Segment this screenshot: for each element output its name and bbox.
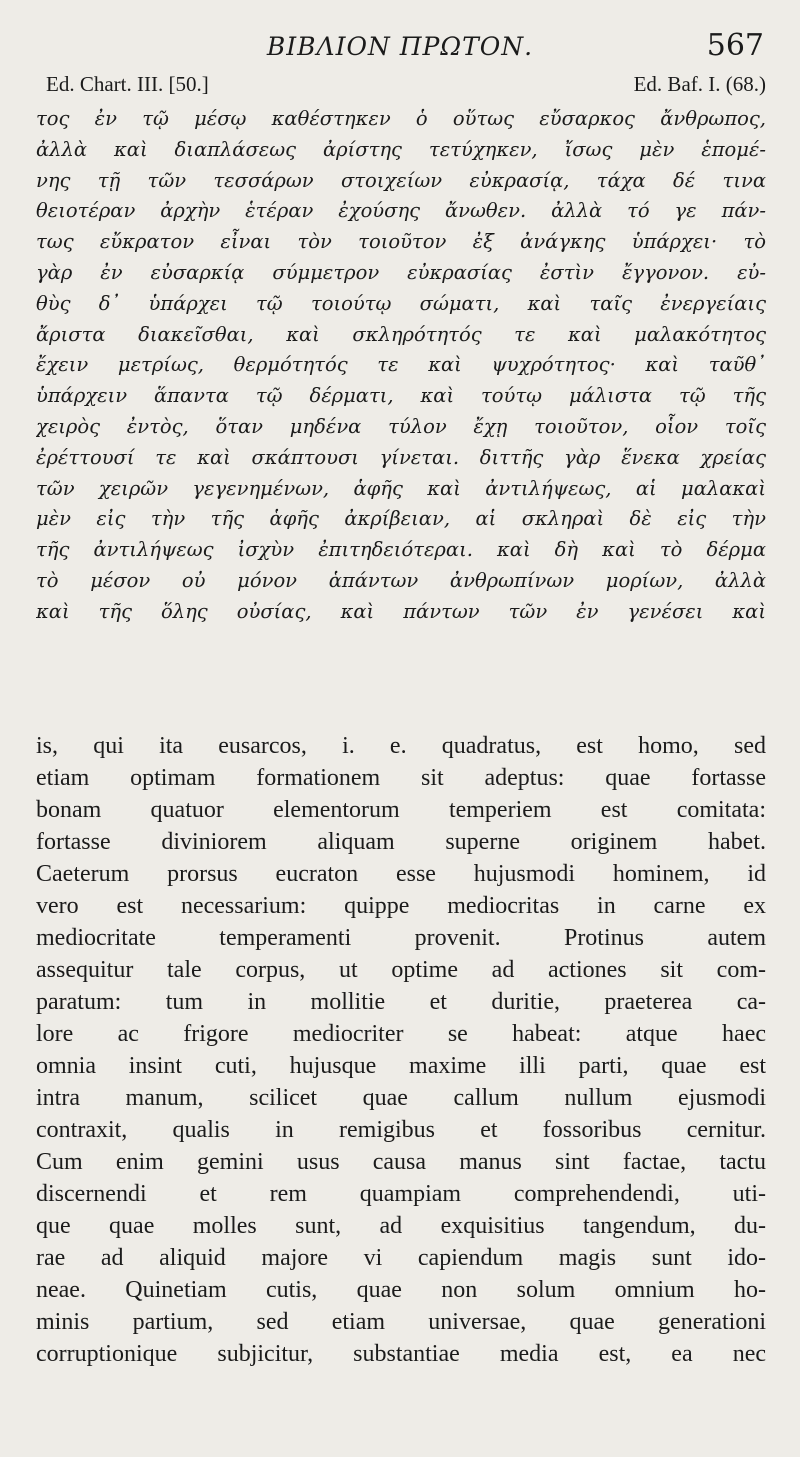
running-head [0, 28, 800, 68]
latin-text-line: intra manum, scilicet quae callum nullum ejusmodi [36, 1085, 766, 1111]
edition-reference-left: Ed. Chart. III. [50.] [46, 72, 209, 96]
latin-text-line: assequitur tale corpus, ut optime ad actiones sit com- [36, 957, 766, 983]
greek-text-line: γὰρ ἐν εὐσαρκίᾳ σύμμετρον εὐκρασίας ἐστὶν ἔγγονον. εὐ- [36, 260, 766, 284]
latin-text-line: corruptionique subjicitur, substantiae media est, ea nec [36, 1341, 766, 1367]
greek-text-line: θὺς δ᾽ ὑπάρχει τῷ τοιούτῳ σώματι, καὶ ταῖς ἐνεργείαις [36, 291, 766, 315]
greek-text-line: ὑπάρχειν ἅπαντα τῷ δέρματι, καὶ τούτῳ μάλιστα τῷ τῆς [36, 384, 766, 408]
greek-text-line: τῶν χειρῶν γεγενημένων, ἁφῆς καὶ ἀντιλήψεως, αἱ μαλακαὶ [36, 476, 766, 500]
greek-text-line: ἔχειν μετρίως, θερμότητός τε καὶ ψυχρότητος· καὶ ταῦθ᾽ [36, 353, 766, 377]
latin-text-line: fortasse diviniorem aliquam superne originem habet. [36, 829, 766, 855]
running-title: ΒΙΒΛΙΟΝ ΠΡΩΤΟΝ. [266, 32, 534, 61]
latin-text [36, 730, 766, 1370]
greek-text [36, 104, 766, 628]
edition-reference-right: Ed. Baf. I. (68.) [633, 72, 766, 96]
greek-text-line: τῆς ἀντιλήψεως ἰσχὺν ἐπιτηδειότεραι. καὶ δὴ καὶ τὸ δέρμα [36, 538, 766, 562]
page-number: 567 [706, 28, 764, 63]
latin-text-line: etiam optimam formationem sit adeptus: quae fortasse [36, 765, 766, 791]
greek-text-line: τως εὔκρατον εἶναι τὸν τοιοῦτον ἐξ ἀνάγκης ὑπάρχει· τὸ [36, 230, 766, 254]
greek-text-line: τος ἐν τῷ μέσῳ καθέστηκεν ὁ οὕτως εὔσαρκος ἄνθρωπος, [36, 107, 766, 130]
latin-text-line: neae. Quinetiam cutis, quae non solum omnium ho- [36, 1277, 766, 1303]
greek-text-line: νης τῇ τῶν τεσσάρων στοιχείων εὐκρασίᾳ, τάχα δέ τινα [36, 168, 766, 192]
latin-text-line: mediocritate temperamenti provenit. Protinus autem [36, 925, 766, 951]
latin-text-line: discernendi et rem quampiam comprehendendi, uti- [36, 1181, 766, 1207]
greek-text-line: ἐρέττουσί τε καὶ σκάπτουσι γίνεται. διττῆς γὰρ ἕνεκα χρείας [36, 445, 766, 469]
latin-text-line: minis partium, sed etiam universae, quae generationi [36, 1309, 766, 1335]
latin-text-line: is, qui ita eusarcos, i. e. quadratus, est homo, sed [36, 733, 766, 759]
greek-text-line: ἄριστα διακεῖσθαι, καὶ σκληρότητός τε καὶ μαλακότητος [36, 322, 766, 346]
latin-text-line: rae ad aliquid majore vi capiendum magis sunt ido- [36, 1245, 766, 1271]
greek-text-line: μὲν εἰς τὴν τῆς ἁφῆς ἀκρίβειαν, αἱ σκληραὶ δὲ εἰς τὴν [36, 507, 766, 531]
greek-text-line: θειοτέραν ἀρχὴν ἑτέραν ἐχούσης ἄνωθεν. ἀλλὰ τό γε πάν- [36, 199, 766, 223]
greek-text-line: τὸ μέσον οὐ μόνον ἁπάντων ἀνθρωπίνων μορίων, ἀλλὰ [36, 568, 766, 592]
greek-text-line: καὶ τῆς ὅλης οὐσίας, καὶ πάντων τῶν ἐν γενέσει καὶ [36, 599, 766, 623]
greek-text-line: ἀλλὰ καὶ διαπλάσεως ἀρίστης τετύχηκεν, ἴσως μὲν ἑπομέ- [36, 137, 766, 161]
latin-text-line: Cum enim gemini usus causa manus sint factae, tactu [36, 1149, 766, 1175]
latin-text-line: omnia insint cuti, hujusque maxime illi parti, quae est [36, 1053, 766, 1079]
latin-text-line: Caeterum prorsus eucraton esse hujusmodi hominem, id [36, 861, 766, 887]
edition-references [0, 72, 800, 102]
latin-text-line: bonam quatuor elementorum temperiem est comitata: [36, 797, 766, 823]
greek-text-line: χειρὸς ἐντὸς, ὅταν μηδένα τύλον ἔχῃ τοιοῦτον, οἷον τοῖς [36, 414, 766, 438]
latin-text-line: paratum: tum in mollitie et duritie, praeterea ca- [36, 989, 766, 1015]
latin-text-line: lore ac frigore mediocriter se habeat: atque haec [36, 1021, 766, 1047]
latin-text-line: vero est necessarium: quippe mediocritas in carne ex [36, 893, 766, 919]
latin-text-line: que quae molles sunt, ad exquisitius tangendum, du- [36, 1213, 766, 1239]
latin-text-line: contraxit, qualis in remigibus et fossoribus cernitur. [36, 1117, 766, 1143]
